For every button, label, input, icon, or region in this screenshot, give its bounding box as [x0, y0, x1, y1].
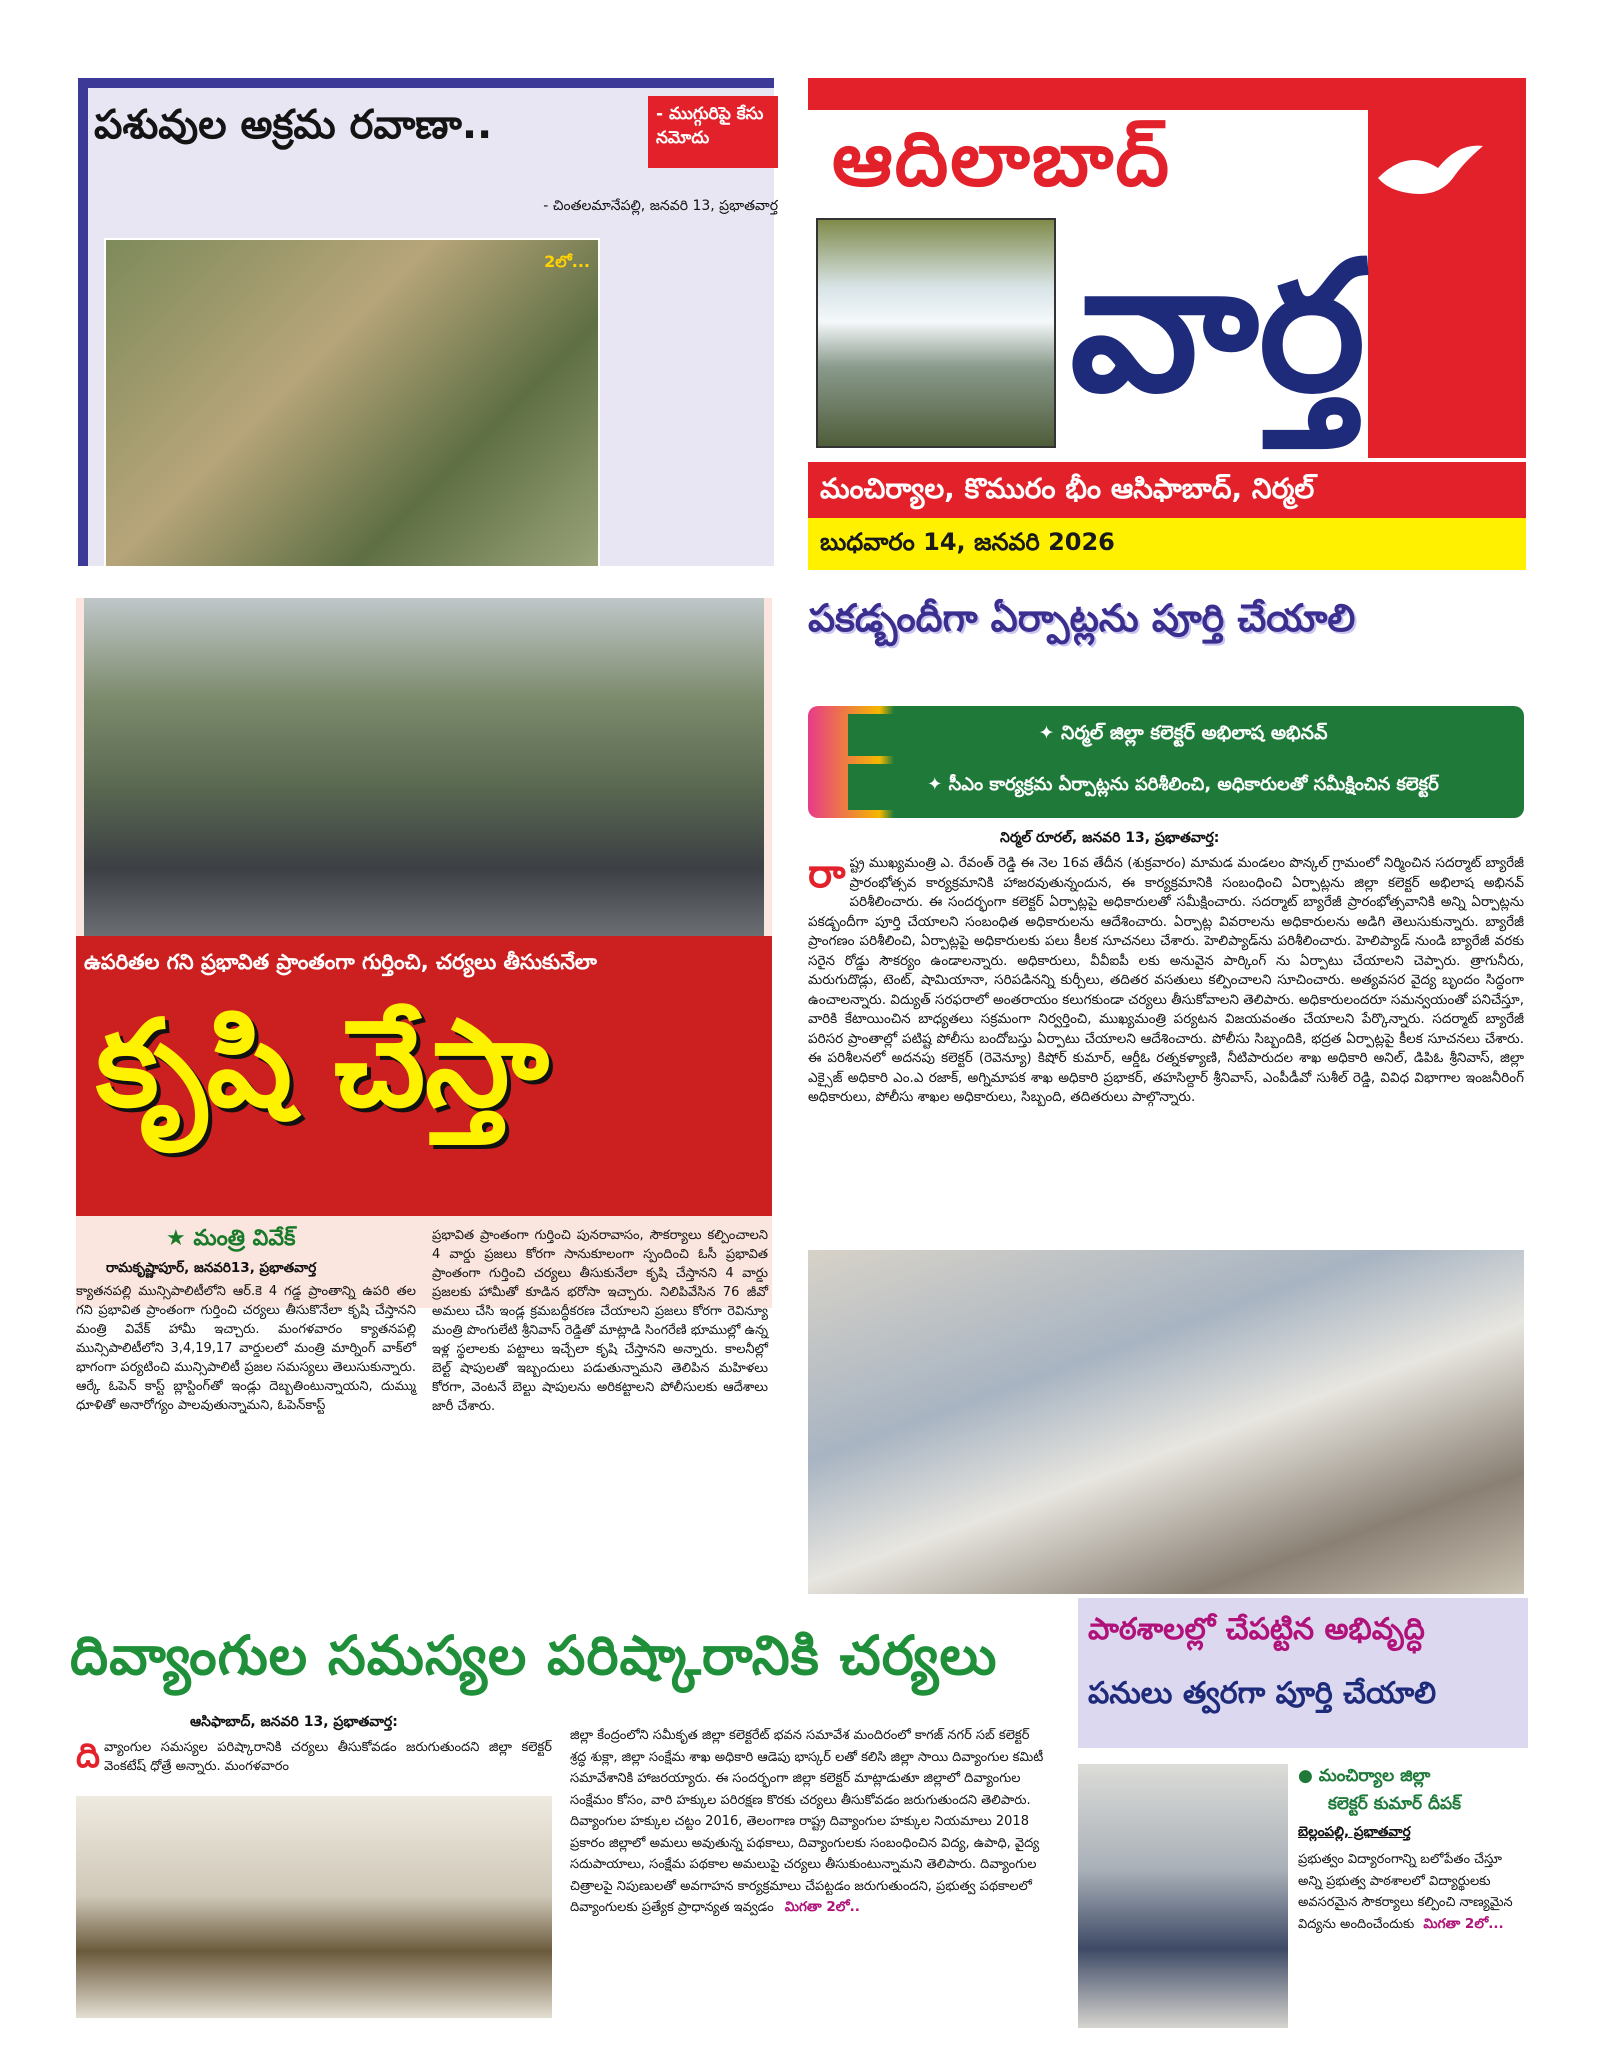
dove-icon: [1368, 138, 1488, 218]
schools-byline-1: ● మంచిర్యాల జిల్లా: [1298, 1766, 1431, 1786]
minister-byline: ★ మంత్రి వివేక్: [166, 1226, 296, 1251]
minister-dateline: రామకృష్ణాపూర్, జనవరి13, ప్రభాతవార్త: [106, 1260, 317, 1276]
disabled-headline: దివ్యాంగుల సమస్యల పరిష్కారానికి చర్యలు: [70, 1624, 998, 1687]
minister-body-col2: ప్రభావిత ప్రాంతంగా గుర్తించి పునరావాసం, సౌకర్యాలు కల్పించాలని 4 వార్డు ప్రజలు కోరగా సానుకూలంగా స్పందించి ఓసీ ప్రభావిత ప్రాంతంగా గుర్తించి చర్యలు తీసుకునేలా కృషి చేస్తానని 4 వార్డు ప్రజలకు హామీతో కూడిన భరోసా ఇచ్చారు. నిలిపివేసిన 76 జీవో అమలు చేసి ఇండ్ల క్రమబద్ధీకరణ చేయాలని ప్రజలు కోరగా రెవిన్యూ మంత్రి పొంగులేటి శ్రీనివాస్ రెడ్డితో మాట్లాడి సింగరేణి భూముల్లో ఉన్న ఇళ్ల స్థలాలకు పట్టాలు ఇచ్చేలా కృషి చేస్తానని అన్నారు. కాలనీల్లో బెల్ట్ షాపులతో ఇబ్బందులు పడుతున్నామని తెలిపిన మహిళలు కోరగా, వెంటనే బెల్టు షాపులను అరికట్టాలని పోలీసులకు ఆదేశాలు జారీ చేశారు.: [432, 1228, 768, 1414]
schools-story: [1078, 1598, 1528, 2028]
masthead-districts: మంచిర్యాల, కొమురం భీం ఆసిఫాబాద్, నిర్మల్: [808, 462, 1526, 518]
masthead: [808, 78, 1526, 570]
disabled-lead: వ్యాంగుల సమస్యల పరిష్కారానికి చర్యలు తీసుకోవడం జరుగుతుందని జిల్లా కలెక్టర్ వెంకటేష్ ధోత్రే అన్నారు. మంగళవారం: [104, 1740, 552, 1774]
nirmal-highlights: [808, 706, 1524, 818]
cattle-photo: [104, 238, 600, 568]
disabled-body-wrap: [570, 1724, 1048, 2024]
collector-review-meeting-photo: [808, 1250, 1524, 1594]
disabled-continued: మిగతా 2లో..: [784, 1899, 860, 1915]
nirmal-highlight-1: ✦ నిర్మల్ జిల్లా కలెక్టర్ అభిలాష అభినవ్: [848, 714, 1518, 756]
masthead-date: బుధవారం 14, జనవరి 2026: [808, 518, 1526, 570]
disabled-body: జిల్లా కేంద్రంలోని సమీకృత జిల్లా కలెక్టరేట్ భవన సమావేశ మందిరంలో కాగజ్ నగర్ సబ్ కలెక్టర్ శ్రద్ధ శుక్లా, జిల్లా సంక్షేమ శాఖ అధికారి ఆడెపు భాస్కర్ లతో కలిసి జిల్లా సాయి దివ్యాంగుల కమిటీ సమావేశానికి హాజరయ్యారు. ఈ సందర్భంగా జిల్లా కలెక్టర్ మాట్లాడుతూ జిల్లాలో దివ్యాంగుల సంక్షేమం కోసం, వారి హక్కుల పరిరక్షణ కొరకు చర్యలు తీసుకోవడం జరుగుతుందని తెలిపారు. దివ్యాంగుల హక్కుల చట్టం 2016, తెలంగాణ రాష్ట్ర దివ్యాంగుల హక్కుల నియమాలు 2018 ప్రకారం జిల్లాలో అమలు అవుతున్న పథకాలు, దివ్యాంగులకు సంబంధించిన విద్య, ఉపాధి, వైద్య సదుపాయాలు, సంక్షేమ పథకాల అమలుపై చర్యలు తీసుకుంటున్నామని తెలిపారు. దివ్యాంగుల చిత్రాలపై నిపుణులతో అవగాహన కార్యక్రమాలు చేపట్టడం జరుగుతుందని, ప్రభుత్వ పథకాలలో దివ్యాంగులకు ప్రత్యేక ప్రాధాన్యత ఇవ్వడం: [570, 1728, 1044, 1915]
cattle-dateline: - చింతలమానేపల్లి, జనవరి 13, ప్రభాతవార్త: [543, 198, 778, 214]
schools-body: ప్రభుత్వం విద్యారంగాన్ని బలోపేతం చేస్తూ అన్ని ప్రభుత్వ పాఠశాలలో విద్యార్థులకు అవసరమైన సౌకర్యాలు కల్పించి నాణ్యమైన విద్యను అందించేందుకు: [1298, 1852, 1513, 1932]
disabled-lead-wrap: [76, 1738, 552, 1784]
nirmal-dropcap: రా: [808, 851, 846, 897]
nirmal-highlight-2: ✦ సీఎం కార్యక్రమ ఏర్పాట్లను పరిశీలించి, అధికారులతో సమీక్షించిన కలెక్టర్: [848, 764, 1518, 810]
schools-headline-box: [1078, 1598, 1528, 1748]
disabled-meeting-photo: [76, 1796, 552, 2018]
minister-kicker: ఉపరితల గని ప్రభావిత ప్రాంతంగా గుర్తించి, చర్యలు తీసుకునేలా: [84, 950, 597, 974]
waterfall-photo: [816, 218, 1056, 448]
disabled-dropcap: ది: [76, 1736, 101, 1776]
schools-continued: మిగతా 2లో...: [1423, 1915, 1504, 1932]
masthead-title-big: వార్త: [1070, 223, 1366, 432]
schools-body-wrap: [1298, 1848, 1528, 2028]
morning-walk-photo: [84, 598, 764, 936]
nirmal-headline: పకడ్బందీగా ఏర్పాట్లను పూర్తి చేయాలి: [808, 596, 1356, 640]
nirmal-body-wrap: [808, 851, 1524, 1250]
schools-headline-line1: పాఠశాలల్లో చేపట్టిన అభివృద్ధి: [1088, 1612, 1425, 1647]
schools-byline-2: కలెక్టర్ కుమార్ దీపక్: [1328, 1794, 1461, 1814]
masthead-title-top: ఆదిలాబాద్: [832, 114, 1172, 203]
schools-headline-line2: పనులు త్వరగా పూర్తి చేయాలి: [1088, 1676, 1437, 1711]
cattle-headline: పశువుల అక్రమ రవాణా..: [94, 102, 493, 148]
nirmal-body: ష్ట్ర ముఖ్యమంత్రి ఎ. రేవంత్ రెడ్డి ఈ నెల 16వ తేదీన (శుక్రవారం) మామడ మండలం పొన్కల్ గ్రామంలో నిర్మించిన సదర్మాట్ బ్యారేజీ ప్రారంభోత్సవ కార్యక్రమానికి హాజరవుతున్నందున, ఈ కార్యక్రమానికి సంబంధించి ఏర్పాట్లను జిల్లా కలెక్టర్ అభిలాష అభినవ్ పరిశీలించారు. ఈ సందర్భంగా కలెక్టర్ ఏర్పాట్లపై అధికారులతో సమీక్షించారు. సదర్మాట్ బ్యారేజీ ప్రారంభోత్సవానికి అన్ని ఏర్పాట్లను పకడ్బందీగా పూర్తి చేయాలని సంబంధిత అధికారులను ఆదేశించారు. ఏర్పాట్ల వివరాలను అధికారులను అడిగి తెలుసుకున్నారు. బ్యారేజీ ప్రాంగణం పరిశీలించి, ఏర్పాట్లపై అధికారులకు పలు కీలక సూచనలు చేశారు. హెలిప్యాడ్‌ను పరిశీలించారు. హెలిప్యాడ్ నుండి బ్యారేజీ వరకు సరైన రోడ్డు సౌకర్యం ఉండాలన్నారు. అధికారులు, వీవీఐపీ లకు అనువైన పార్కింగ్ ను ఏర్పాటు చేయాలని చెప్పారు. త్రాగునీరు, మరుగుదొడ్లు, టెంట్, షామియానా, సరిపడినన్ని కుర్చీలు, తదితర వసతులు కల్పించాలని సూచించారు. అత్యవసర వైద్య బృందం సిద్ధంగా ఉంచాలన్నారు. విద్యుత్ సరఫరాలో అంతరాయం కలుగకుండా చర్యలు తీసుకోవాలని తెలిపారు. అధికారులందరూ సమన్వయంతో పనిచేస్తూ, వారికి కేటాయించిన బాధ్యతలు సక్రమంగా నిర్వర్తించి, ముఖ్యమంత్రి పర్యటన విజయవంతం చేయాలని పేర్కొన్నారు. సదర్మాట్ బ్యారేజీ పరిసర ప్రాంతాల్లో పటిష్ట పోలీసు బందోబస్తు ఏర్పాటు చేయాలని ఆదేశించారు. పోలీసు సిబ్బందికి, భద్రత ఏర్పాట్లపై కీలక సూచనలు చేశారు. ఈ పరిశీలనలో అదనపు కలెక్టర్ (రెవెన్యూ) కిషోర్ కుమార్, ఆర్డీఓ రత్నకళ్యాణి, నీటిపారుదల శాఖ అధికారి అనిల్, డిపిఓ శ్రీనివాస్, జిల్లా ఎక్సైజ్ అధికారి ఎం.ఎ రజాక్, అగ్నిమాపక శాఖ అధికారి ప్రభాకర్, తహసిల్దార్ శ్రీనివాస్, ఎంపీడీవో సుశీల్ రెడ్డి, వివిధ విభాగాల ఇంజనీరింగ్ అధికారులు, పోలీసు శాఖల అధికారులు, సిబ్బంది, తదితరులు పాల్గొన్నారు.: [808, 855, 1524, 1105]
minister-headline: కృషి చేస్తా: [96, 995, 549, 1134]
minister-body-col1: క్యాతనపల్లి మున్సిపాలిటీలోని ఆర్.కె 4 గడ్డ ప్రాంతాన్ని ఉపరి తల గని ప్రభావిత ప్రాంతంగా గుర్తించి చర్యలు తీసుకొనేలా కృషి చేస్తానని మంత్రి వివేక్ హామీ ఇచ్చారు. మంగళవారం క్యాతనపల్లి మున్సిపాలిటీలోని 3,4,19,17 వార్డులలో మంత్రి మార్నింగ్ వాక్‌లో భాగంగా పర్యటించి మున్సిపాలిటీ ప్రజల సమస్యలు తెలుసుకున్నారు. ఆర్కే ఓపెన్ కాస్ట్ బ్లాస్టింగ్‌తో ఇండ్లు దెబ్బతింటున్నాయని, దుమ్ము ధూళితో అనారోగ్యం పాలవుతున్నామని, ఓపెన్‌కాస్ట్: [76, 1284, 416, 1413]
disabled-dateline: ఆసిఫాబాద్, జనవరి 13, ప్రభాతవార్త:: [190, 1714, 398, 1730]
cattle-photo-continued: 2లో...: [544, 252, 590, 271]
cattle-story-box: [78, 78, 778, 566]
nirmal-dateline: నిర్మల్ రూరల్, జనవరి 13, ప్రభాతవార్త:: [1000, 830, 1220, 846]
collector-school-visit-photo: [1078, 1764, 1288, 2028]
schools-dateline: బెల్లంపల్లి, ప్రభాతవార్త: [1298, 1824, 1411, 1840]
cattle-tag: - ముగ్గురిపై కేసు నమోదు: [648, 96, 778, 168]
minister-story: [76, 598, 772, 1414]
